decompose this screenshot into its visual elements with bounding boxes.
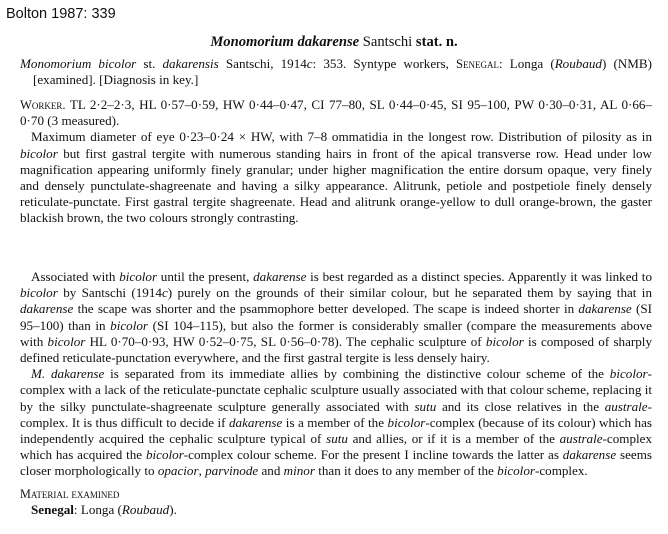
species-title [0, 34, 668, 51]
species-name: Monomorium dakarense [210, 34, 360, 50]
source-reference: Bolton 1987: 339 [6, 6, 116, 22]
discussion-paragraph-2: M. dakarense is separated from its immediate allies by combining the distinctive colour scheme of the bicolor-complex with a lack of the reticulate-punctate cephalic sculpture usually associated with that colour scheme, replacing it by the silky punctulate-shagreenate sculpture generally associated with sutu and its close relatives in the australe-complex. It is thus difficult to decide if dakarense is a member of the bicolor-complex (because of its colour) which has independently acquired the cephalic sculpture typical of sutu and allies, or if it is a member of the australe-complex which has acquired the bicolor-complex colour scheme. For the present I incline towards the latter as dakarense seems closer morphologically to opacior, parvinode and minor than it does to any member of the bicolor-complex. [20, 366, 652, 479]
species-author: Santschi [362, 34, 413, 50]
country-name: Senegal [456, 57, 499, 71]
worker-measurements: Worker. TL 2·2–2·3, HL 0·57–0·59, HW 0·44–0·47, CI 77–80, SL 0·44–0·45, SI 95–100, PW 0·30–0·31, AL 0·66–0·70 (3 measured). [20, 97, 652, 129]
synonymy-block [20, 56, 652, 88]
discussion-paragraph-1: Associated with bicolor until the present, dakarense is best regarded as a distinct species. Apparently it was linked to bicolor by Santschi (1914c) purely on the grounds of their similar colour, but he separated them by saying that in dakarense the scape was shorter and the psammophore better developed. The scape is indeed shorter in dakarense (SI 95–100) than in bicolor (SI 104–115), but also the former is considerably smaller (compare the measurements above with bicolor HL 0·70–0·93, HW 0·52–0·75, SL 0·56–0·78). The cephalic sculpture of bicolor is composed of sharply defined reticulate-punctation everywhere, and the first gastral tergite is less densely hairy. [20, 269, 652, 366]
material-heading: Material examined [20, 487, 120, 501]
material-examined-block [20, 486, 652, 518]
status-label: stat. n. [415, 34, 458, 50]
worker-description [20, 97, 652, 227]
synonymy-entry: Monomorium bicolor st. dakarensis Santschi, 1914c: 353. Syntype workers, Senegal: Longa (Roubaud) (NMB) [examined]. [Diagnosis in key.] [20, 56, 652, 88]
worker-label: Worker. [20, 98, 66, 112]
material-entry: Senegal: Longa (Roubaud). [31, 502, 177, 518]
worker-diagnosis: Maximum diameter of eye 0·23–0·24 × HW, with 7–8 ommatidia in the longest row. Distribution of pilosity as in bicolor but first gastral tergite with numerous standing hairs in front of the apical transverse row. Head under low magnification appearing uniformly finely granular; under higher magnification the entire dorsum opaque, very finely and densely punctulate-shagreenate and having a silky appearance. Alitrunk, petiole and postpetiole finely densely reticulate-punctate. First gastral tergite shagreenate. Head and alitrunk orange-yellow to dull orange-brown, the gaster blackish brown, the two colours strongly contrasting. [20, 129, 652, 226]
discussion-block [20, 269, 652, 480]
material-country: Senegal [31, 502, 74, 518]
